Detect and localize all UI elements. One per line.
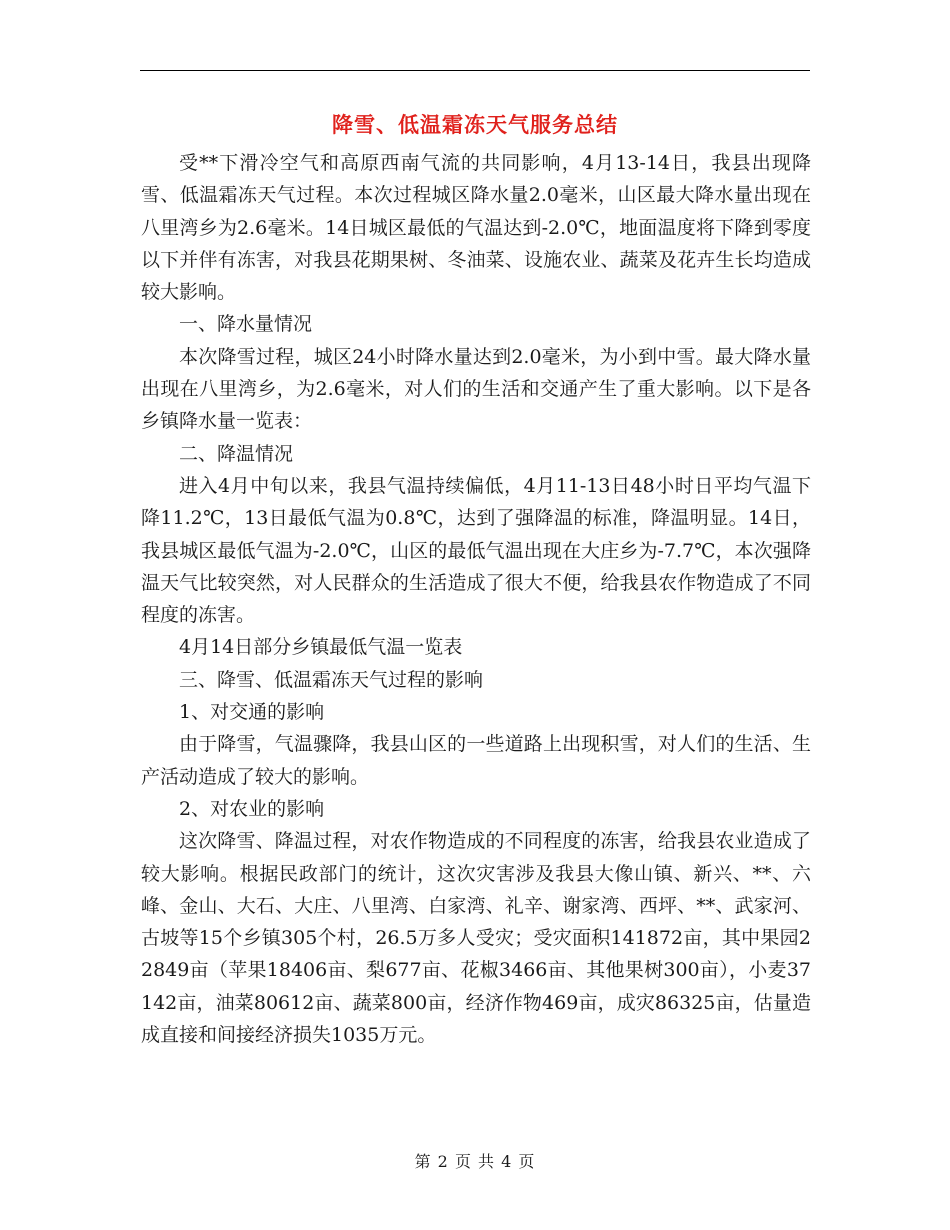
paragraph-agriculture: 这次降雪、降温过程，对农作物造成的不同程度的冻害，给我县农业造成了较大影响。根据民政部门的统计，这次灾害涉及我县大像山镇、新兴、**、六峰、金山、大石、大庄、八里湾、白家湾、礼辛、谢家湾、西坪、**、武家河、古坡等15个乡镇305个村，26.5万多人受灾；受灾面积141872亩，其中果园22849亩（苹果18406亩、梨677亩、花椒3466亩、其他果树300亩），小麦37142亩，油菜80612亩、蔬菜800亩，经济作物469亩，成灾86325亩，估量造成直接和间接经济损失1035万元。	[141, 830, 811, 1047]
paragraph-cooling: 进入4月中旬以来，我县气温持续偏低，4月11-13日48小时日平均气温下降11.2℃，13日最低气温为0.8℃，达到了强降温的标准，降温明显。14日，我县城区最低气温为-2.0℃，山区的最低气温出现在大庄乡为-7.7℃，本次强降温天气比较突然，对人民群众的生活造成了很大不便，给我县农作物造成了不同程度的冻害。	[141, 474, 811, 627]
header-rule	[140, 70, 810, 71]
section-heading-impact: 三、降雪、低温霜冻天气过程的影响	[179, 668, 484, 691]
paragraph-intro: 受**下滑冷空气和高原西南气流的共同影响，4月13-14日，我县出现降雪、低温霜冻天气过程。本次过程城区降水量2.0毫米，山区最大降水量出现在八里湾乡为2.6毫米。14日城区最低的气温达到-2.0℃，地面温度将下降到零度以下并伴有冻害，对我县花期果树、冬油菜、设施农业、蔬菜及花卉生长均造成较大影响。	[141, 152, 811, 304]
table-caption-min-temperature: 4月14日部分乡镇最低气温一览表	[179, 636, 463, 659]
document-title: 降雪、低温霜冻天气服务总结	[332, 112, 618, 137]
paragraph-precipitation: 本次降雪过程，城区24小时降水量达到2.0毫米，为小到中雪。最大降水量出现在八里湾乡，为2.6毫米，对人们的生活和交通产生了重大影响。以下是各乡镇降水量一览表：	[141, 345, 811, 433]
section-heading-cooling: 二、降温情况	[179, 442, 294, 465]
page-number: 第 2 页 共 4 页	[414, 1152, 536, 1171]
paragraph-traffic: 由于降雪，气温骤降，我县山区的一些道路上出现积雪，对人们的生活、生产活动造成了较大的影响。	[141, 733, 811, 788]
subheading-traffic: 1、对交通的影响	[179, 701, 325, 724]
section-heading-precipitation: 一、降水量情况	[179, 313, 313, 336]
subheading-agriculture: 2、对农业的影响	[179, 797, 325, 820]
document-body	[141, 147, 811, 1051]
